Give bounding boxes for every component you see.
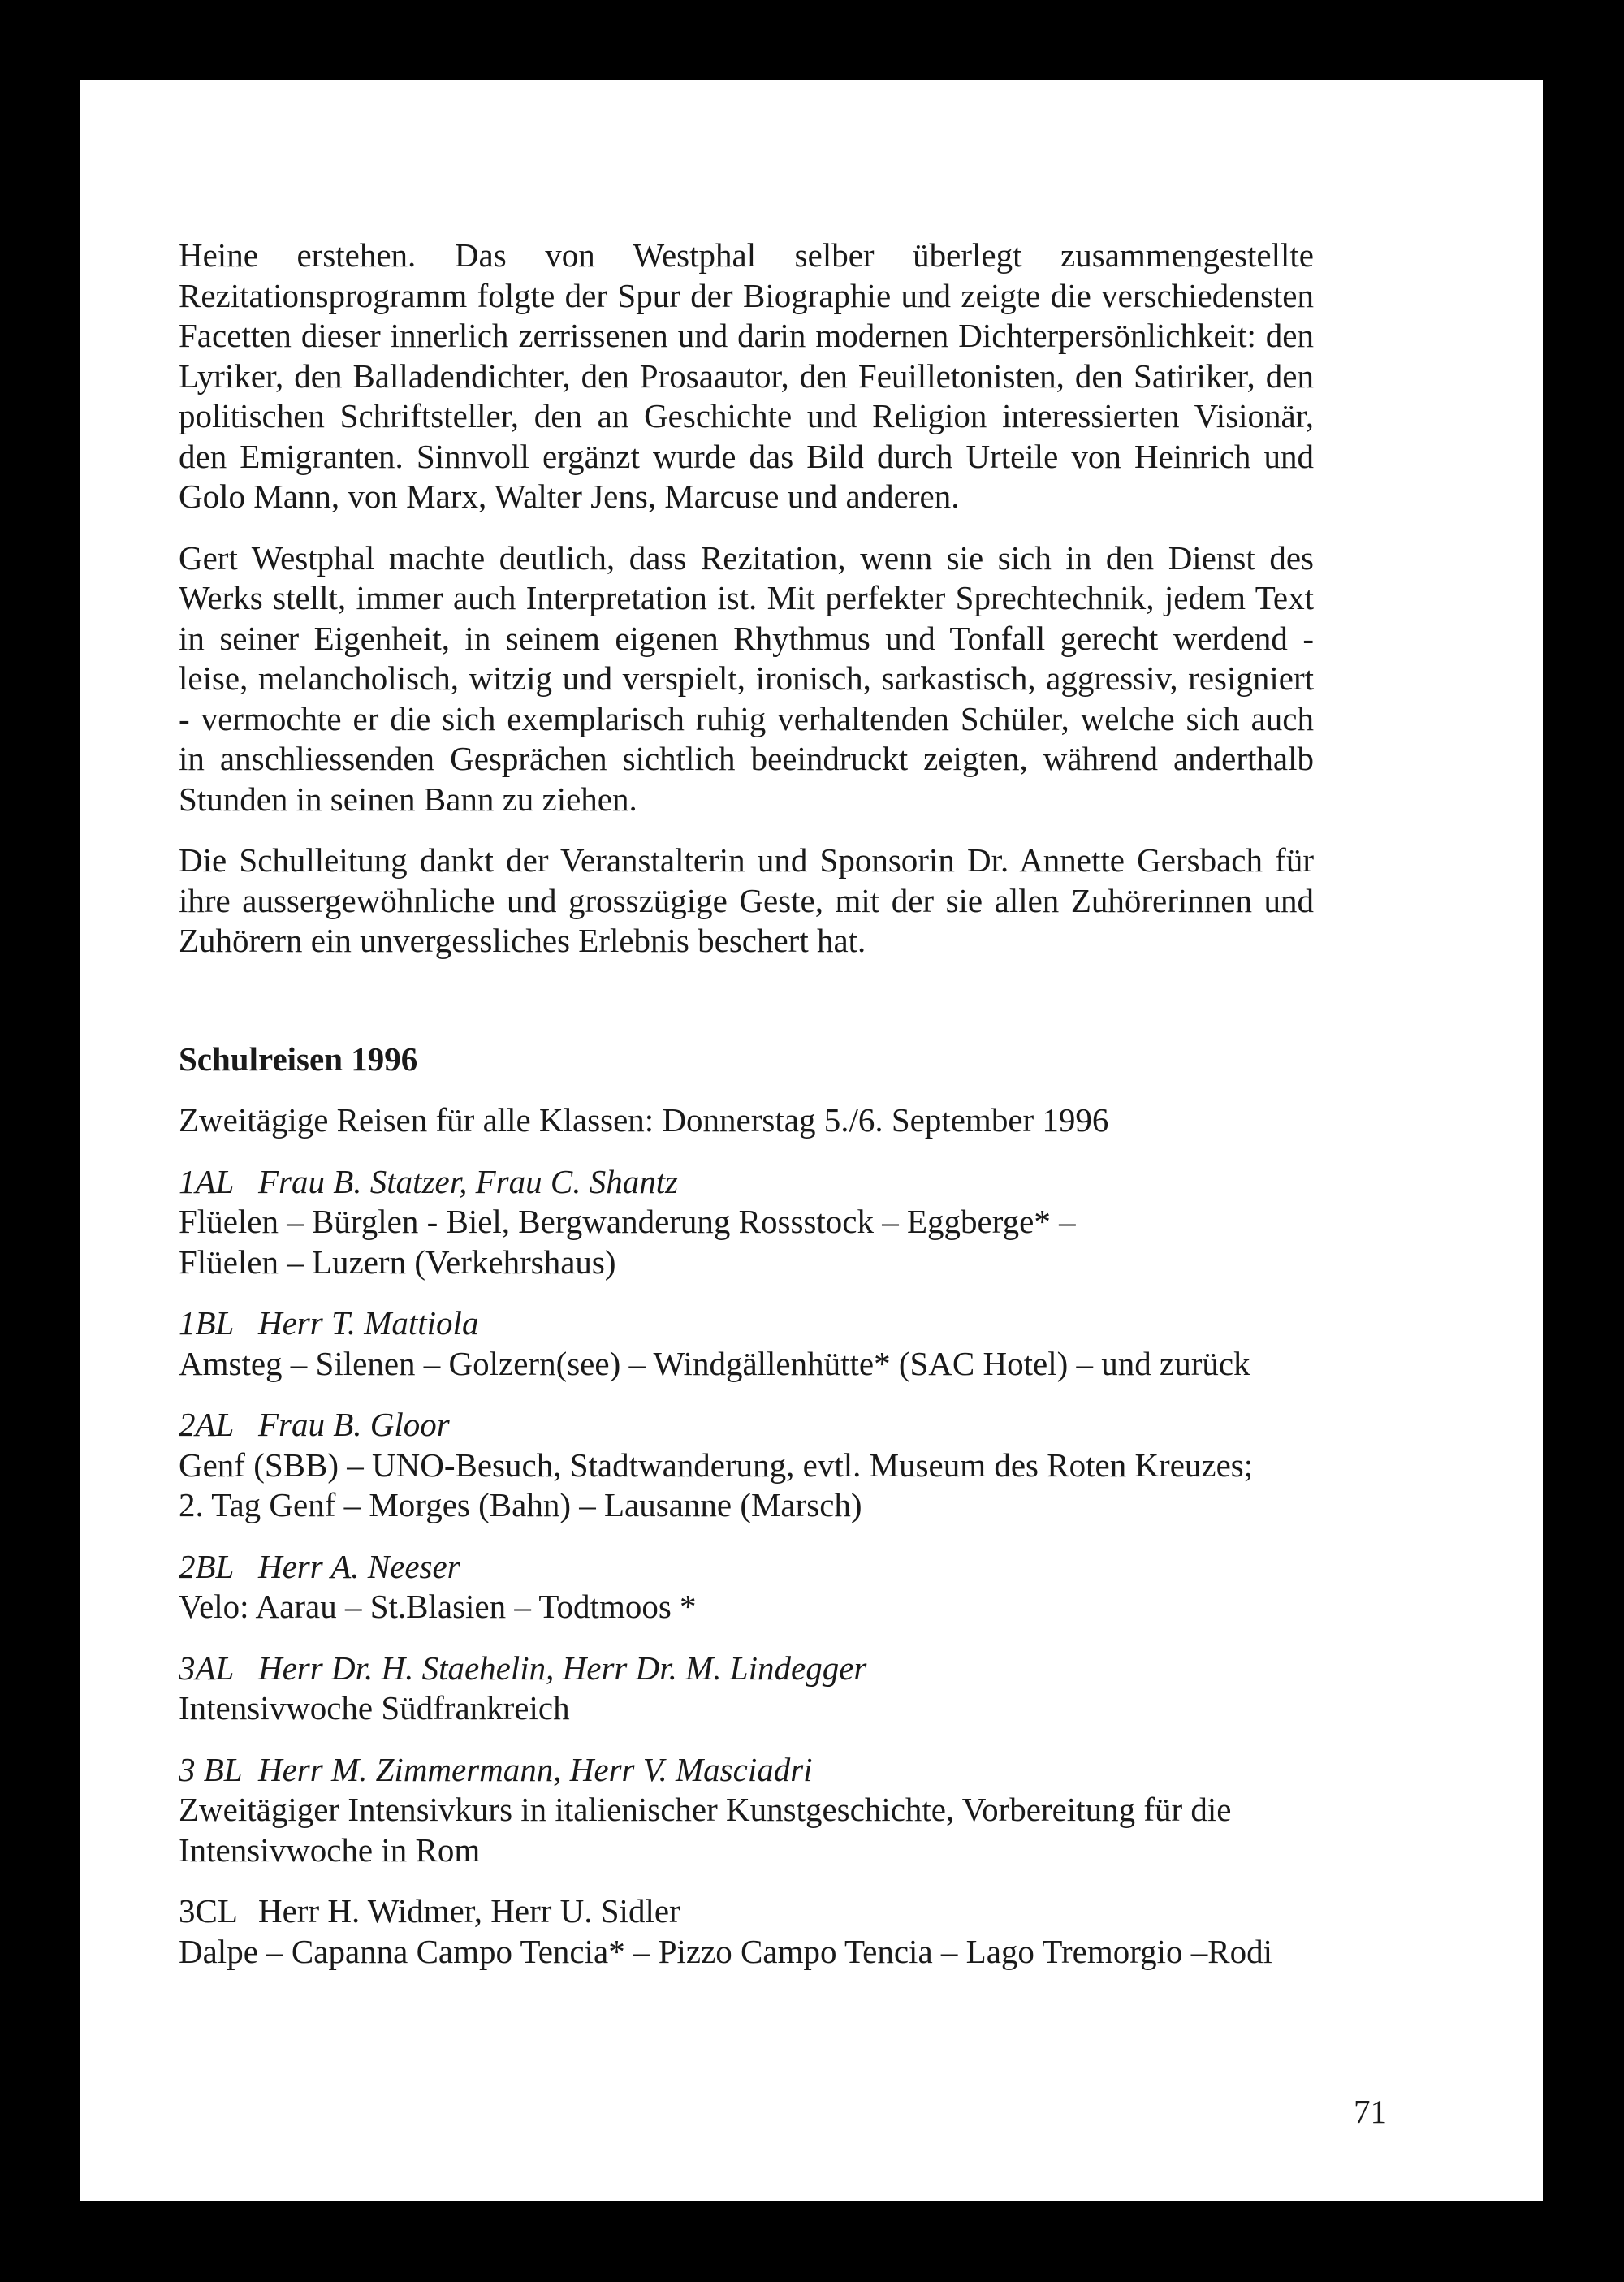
trip-class: 3CL xyxy=(179,1892,238,1930)
trip-entry xyxy=(179,1162,1314,1283)
trip-route-line: Flüelen – Bürglen - Biel, Bergwanderung Rossstock – Eggberge* – xyxy=(179,1203,1076,1240)
body-paragraph: Gert Westphal machte deutlich, dass Rezitation, wenn sie sich in den Dienst des Werks stellt, immer auch Interpretation ist. Mit perfekter Sprechtechnik, jedem Text in seiner Eigenheit, in seinem eigenen Rhythmus und Tonfall gerecht werdend - leise, melancholisch, witzig und verspielt, ironisch, sarkastisch, aggressiv, resigniert - vermochte er die sich exemplarisch ruhig verhaltenden Schüler, welche sich auch in anschliessenden Gesprächen sichtlich beeindruckt zeigten, während anderthalb Stunden in seinen Bann zu ziehen. xyxy=(179,538,1314,818)
trip-teachers: Herr H. Widmer, Herr U. Sidler xyxy=(258,1892,680,1930)
trip-class: 1AL xyxy=(179,1162,235,1200)
page-number: 71 xyxy=(1354,2093,1387,2130)
trip-entry xyxy=(179,1891,1314,1972)
trip-class: 2AL xyxy=(179,1406,235,1443)
trip-teachers: Herr Dr. H. Staehelin, Herr Dr. M. Lindegger xyxy=(258,1649,867,1687)
trip-route-line: Amsteg – Silenen – Golzern(see) – Windgällenhütte* (SAC Hotel) – und zurück xyxy=(179,1344,1250,1382)
trip-route-line: Intensivwoche in Rom xyxy=(179,1830,481,1869)
trip-route-line: Flüelen – Luzern (Verkehrshaus) xyxy=(179,1243,616,1281)
trip-route-line: Zweitägiger Intensivkurs in italienischer Kunstgeschichte, Vorbereitung für die xyxy=(179,1791,1232,1828)
trip-teachers: Frau B. Statzer, Frau C. Shantz xyxy=(258,1162,679,1200)
trip-header xyxy=(179,1547,1314,1588)
section-heading: Schulreisen 1996 xyxy=(179,1039,418,1078)
section-intro: Zweitägige Reisen für alle Klassen: Donnerstag 5./6. September 1996 xyxy=(179,1101,1109,1139)
trip-entry xyxy=(179,1547,1314,1627)
trip-entry xyxy=(179,1405,1314,1526)
body-paragraph: Heine erstehen. Das von Westphal selber überlegt zusammengestellte Rezitationsprogramm folgte der Spur der Biographie und zeigte die verschiedensten Facetten dieser innerlich zerrissenen und darin modernen Dichterpersönlichkeit: den Lyriker, den Balladendichter, den Prosaautor, den Feuilletonisten, den Satiriker, den politischen Schriftsteller, den an Geschichte und Religion interessierten Visionär, den Emigranten. Sinnvoll ergänzt wurde das Bild durch Urteile von Heinrich und Golo Mann, von Marx, Walter Jens, Marcuse und anderen. xyxy=(179,236,1314,515)
trip-class: 1BL xyxy=(179,1304,235,1342)
trip-header xyxy=(179,1649,1314,1689)
trip-route-line: Genf (SBB) – UNO-Besuch, Stadtwanderung, evtl. Museum des Roten Kreuzes; xyxy=(179,1446,1254,1484)
trip-class: 3AL xyxy=(179,1649,235,1687)
trip-route-line: Velo: Aarau – St.Blasien – Todtmoos * xyxy=(179,1588,697,1625)
trip-header xyxy=(179,1750,1314,1791)
trip-header xyxy=(179,1405,1314,1446)
trip-class: 3 BL xyxy=(179,1750,243,1788)
trip-class: 2BL xyxy=(179,1547,235,1585)
trip-route-line: Intensivwoche Südfrankreich xyxy=(179,1689,570,1727)
trip-teachers: Frau B. Gloor xyxy=(258,1406,450,1443)
trip-teachers: Herr T. Mattiola xyxy=(258,1304,479,1342)
trip-teachers: Herr M. Zimmermann, Herr V. Masciadri xyxy=(258,1750,813,1788)
body-paragraph: Die Schulleitung dankt der Veranstalterin und Sponsorin Dr. Annette Gersbach für ihre aussergewöhnliche und grosszügige Geste, mit der sie allen Zuhörerinnen und Zuhörern ein unvergessliches Erlebnis beschert hat. xyxy=(179,841,1314,959)
trip-teachers: Herr A. Neeser xyxy=(258,1547,460,1585)
trip-entry xyxy=(179,1303,1314,1384)
page-content xyxy=(179,236,1314,1993)
trip-route-line: Dalpe – Capanna Campo Tencia* – Pizzo Campo Tencia – Lago Tremorgio –Rodi xyxy=(179,1932,1273,1970)
trip-header xyxy=(179,1303,1314,1344)
trip-entry xyxy=(179,1750,1314,1871)
trip-entry xyxy=(179,1649,1314,1729)
trip-header xyxy=(179,1891,1314,1932)
trip-route-line: 2. Tag Genf – Morges (Bahn) – Lausanne (Marsch) xyxy=(179,1486,862,1523)
trip-header xyxy=(179,1162,1314,1203)
document-page xyxy=(80,80,1543,2201)
